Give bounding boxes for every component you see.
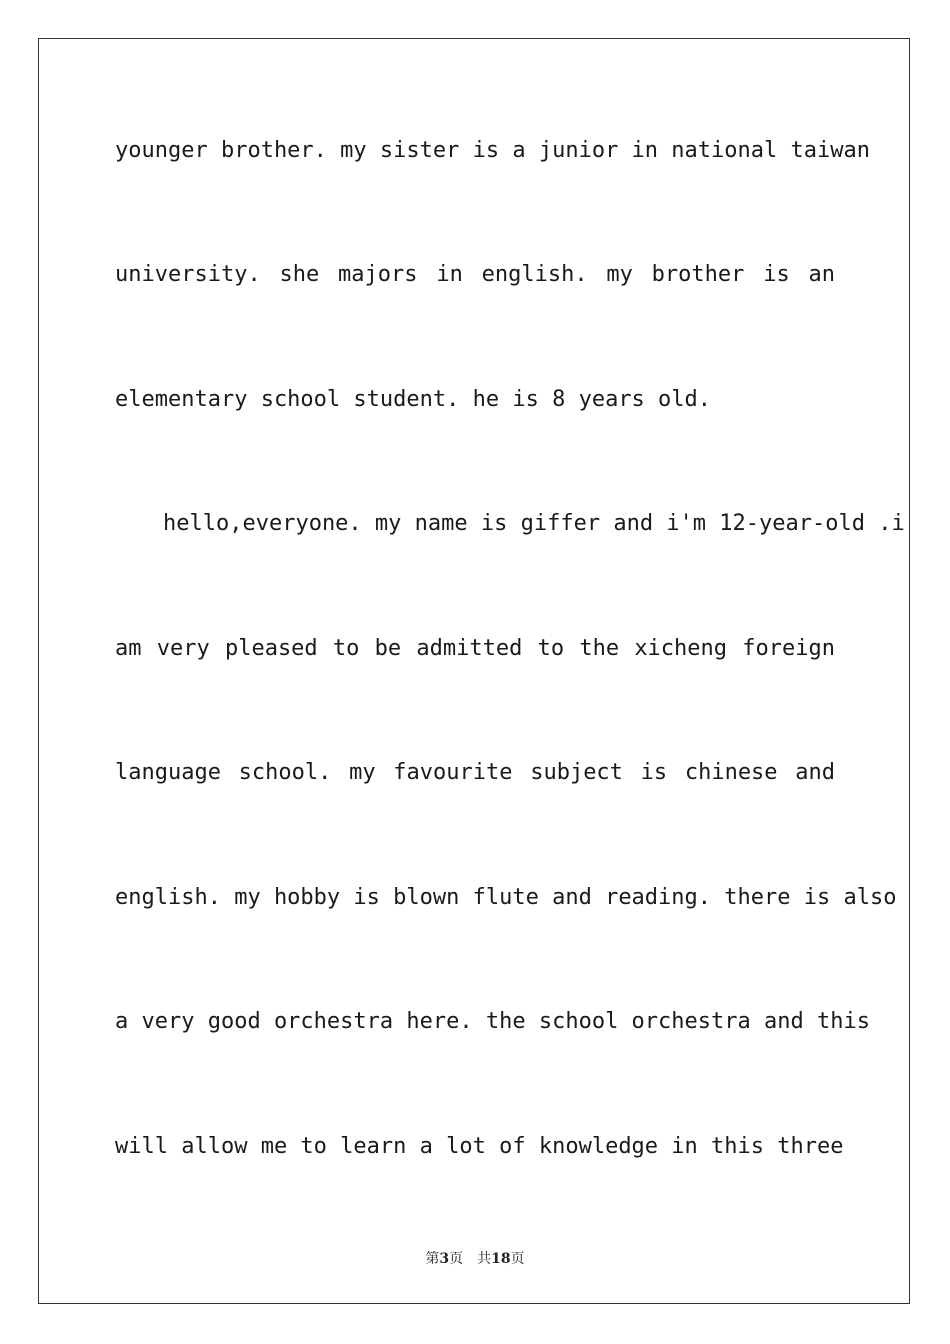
page-frame: [38, 38, 910, 1304]
text-line: younger brother. my sister is a junior in national taiwan: [115, 138, 870, 163]
paragraph-first-line: hello,everyone. my name is giffer and i'm 12-year-old .i: [163, 511, 905, 536]
text-line: language school. my favourite subject is chinese and: [115, 760, 835, 785]
footer-page-unit: 页: [449, 1251, 464, 1267]
footer-total-prefix: 共: [477, 1251, 492, 1267]
footer-prefix: 第: [425, 1251, 440, 1267]
text-line: a very good orchestra here. the school orchestra and this: [115, 1009, 870, 1034]
text-line: english. my hobby is blown flute and reading. there is also: [115, 885, 897, 910]
text-line: will allow me to learn a lot of knowledge in this three: [115, 1134, 844, 1159]
text-line: elementary school student. he is 8 years old.: [115, 387, 712, 412]
text-line: am very pleased to be admitted to the xicheng foreign: [115, 636, 835, 661]
footer-total-unit: 页: [510, 1251, 525, 1267]
total-pages-number: 18: [491, 1251, 511, 1267]
text-line: university. she majors in english. my brother is an: [115, 262, 835, 287]
page-footer: [0, 1248, 950, 1268]
current-page-number: 3: [439, 1251, 450, 1267]
